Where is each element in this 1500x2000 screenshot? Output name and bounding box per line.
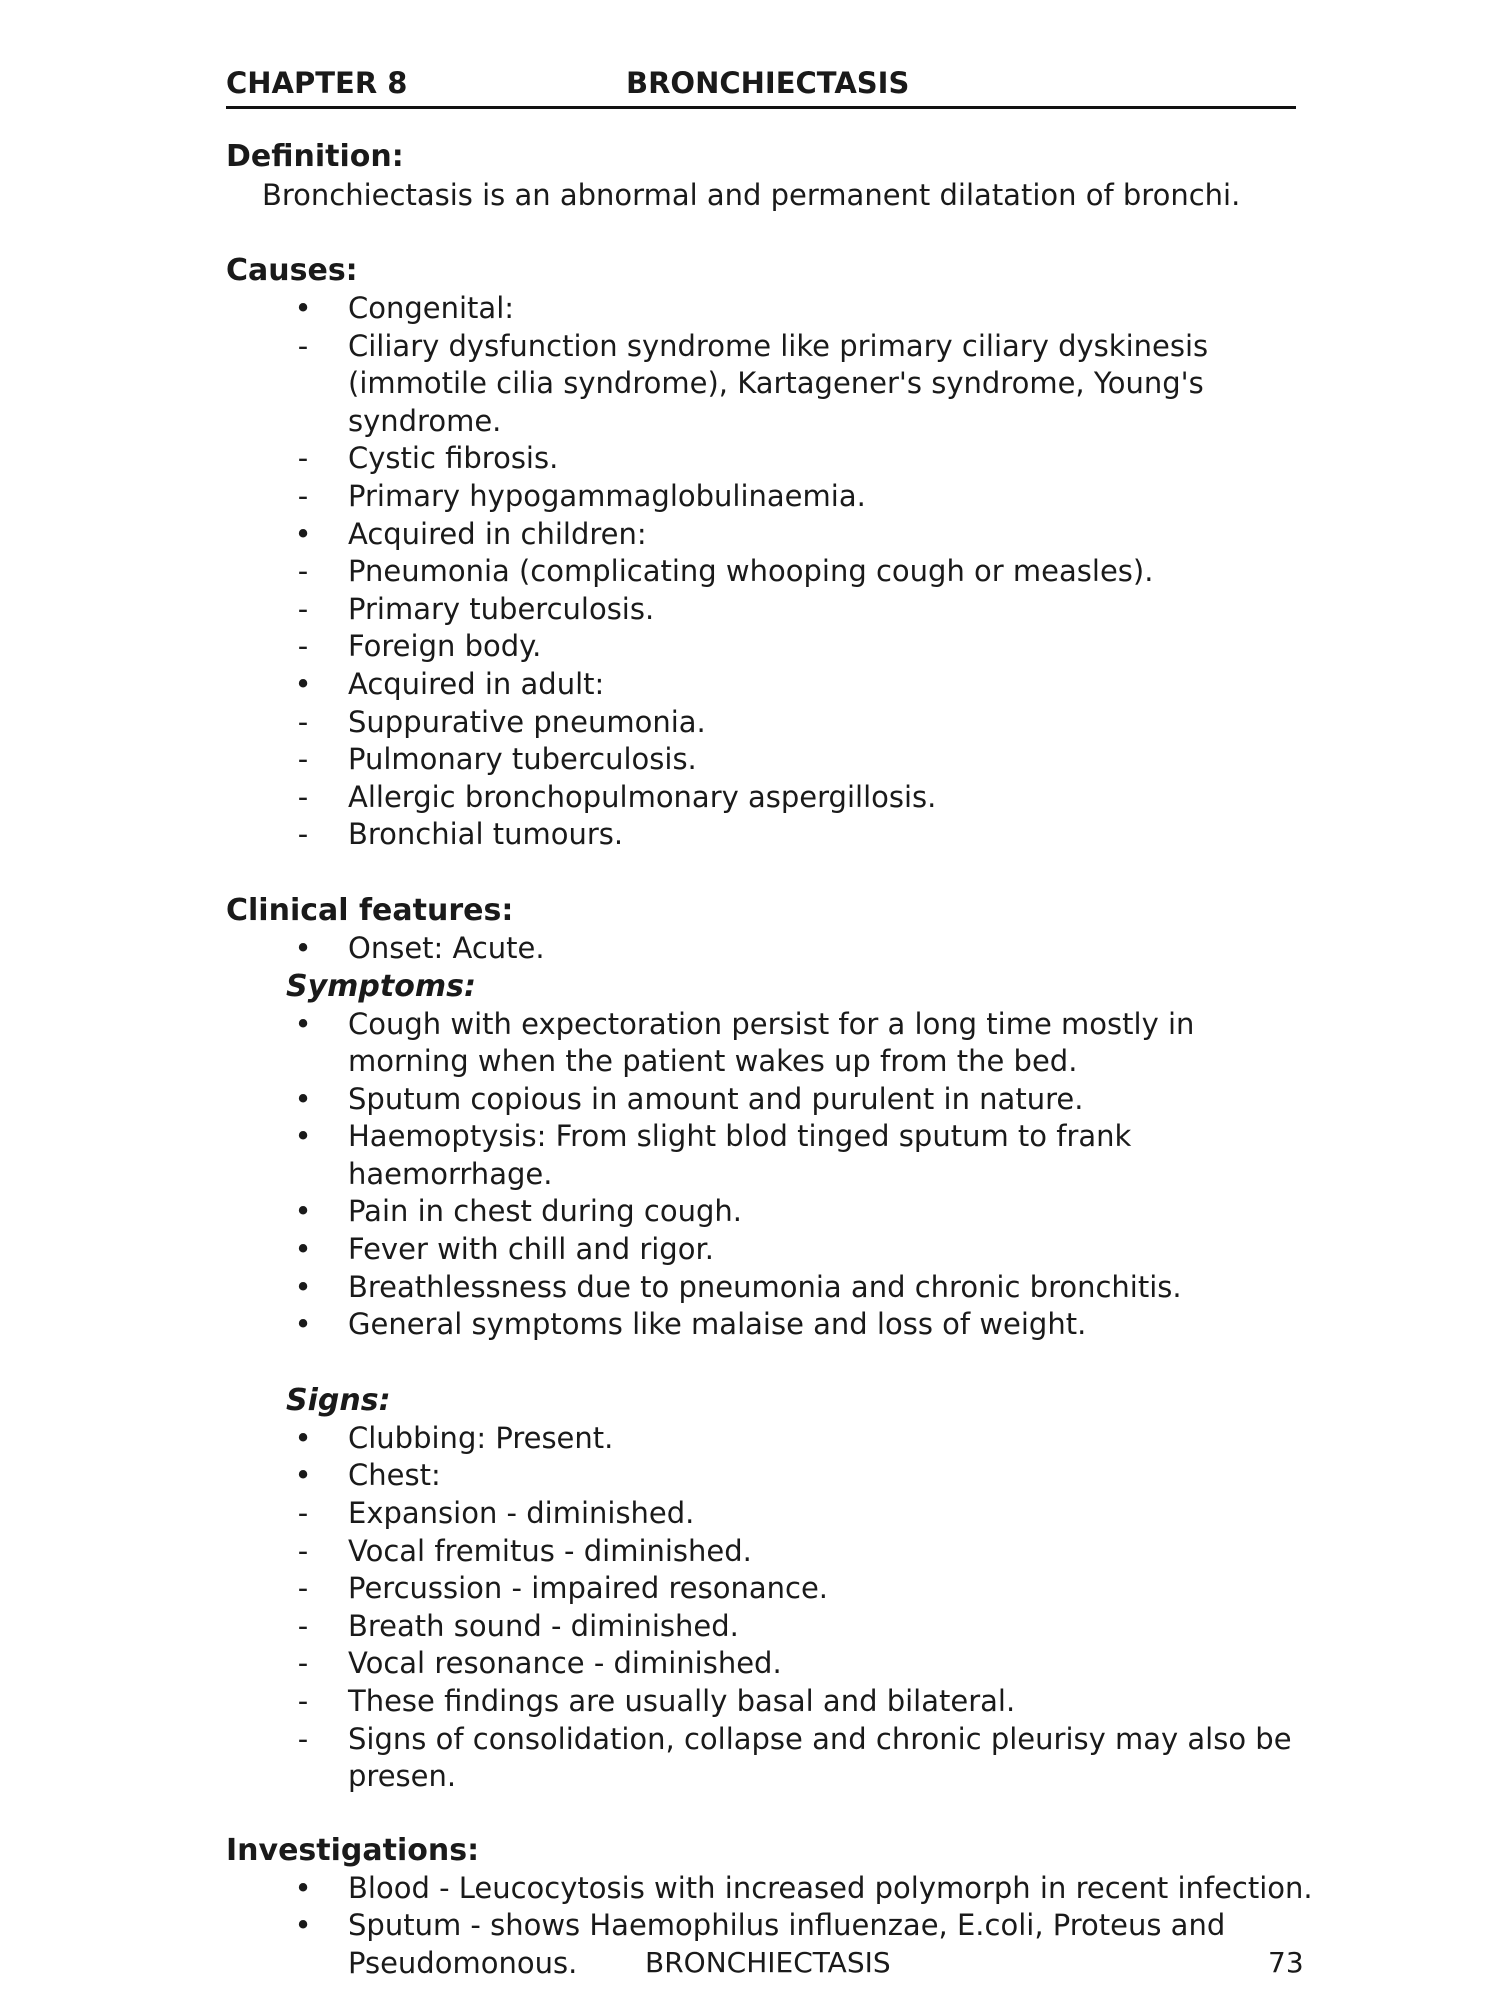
list-item bbox=[226, 930, 1316, 968]
list-item-text: Onset: Acute. bbox=[348, 930, 545, 965]
list-item-text: Congenital: bbox=[348, 291, 515, 325]
list-item bbox=[226, 553, 1316, 591]
list-item-text: Primary hypogammaglobulinaemia. bbox=[348, 478, 866, 513]
list-item-text: Sputum copious in amount and purulent in nature. bbox=[348, 1081, 1084, 1116]
page-number: 73 bbox=[1268, 1946, 1304, 1979]
list-item bbox=[226, 741, 1316, 779]
bullet-marker: - bbox=[297, 1684, 309, 1718]
bullet-marker: - bbox=[297, 629, 309, 664]
bullet-marker: • bbox=[294, 1307, 312, 1342]
clinical-features-section bbox=[226, 892, 1316, 1796]
symptoms-heading: Symptoms: bbox=[286, 968, 476, 1004]
page-header bbox=[226, 62, 1296, 109]
list-item bbox=[226, 1870, 1316, 1908]
list-item bbox=[226, 1081, 1316, 1119]
list-item bbox=[226, 628, 1316, 666]
list-item-text: General symptoms like malaise and loss of weight. bbox=[348, 1307, 1087, 1342]
causes-section bbox=[226, 252, 1316, 854]
list-item-text: Fever with chill and rigor. bbox=[348, 1232, 714, 1267]
list-item-text: Chest: bbox=[348, 1458, 441, 1493]
list-item bbox=[226, 1495, 1316, 1533]
list-item-text: Bronchial tumours. bbox=[348, 817, 624, 852]
list-item-text: Ciliary dysfunction syndrome like primary ciliary dyskinesis (immotile cilia syndrome), Kartagener's syndrome, Young's syndrome. bbox=[348, 328, 1209, 438]
list-item-text: Breath sound - diminished. bbox=[348, 1608, 739, 1643]
list-item-text: Foreign body. bbox=[348, 629, 542, 664]
list-item-text: Percussion - impaired resonance. bbox=[348, 1571, 829, 1606]
bullet-marker: - bbox=[297, 328, 309, 363]
causes-heading: Causes: bbox=[226, 253, 358, 288]
investigations-heading: Investigations: bbox=[226, 1832, 480, 1868]
definition-text: Bronchiectasis is an abnormal and permanent dilatation of bronchi. bbox=[262, 178, 1241, 212]
bullet-marker: - bbox=[297, 1496, 309, 1531]
causes-list bbox=[226, 290, 1316, 854]
list-item bbox=[226, 440, 1316, 478]
signs-heading: Signs: bbox=[286, 1382, 391, 1418]
list-item bbox=[226, 478, 1316, 516]
list-item bbox=[226, 1721, 1316, 1796]
list-item-text: Clubbing: Present. bbox=[348, 1420, 614, 1455]
list-item bbox=[226, 1231, 1316, 1269]
bullet-marker: - bbox=[297, 1571, 309, 1606]
list-item-text: Acquired in adult: bbox=[348, 666, 605, 701]
list-item bbox=[226, 704, 1316, 742]
bullet-marker: • bbox=[294, 1458, 312, 1493]
definition-heading: Definition: bbox=[226, 139, 404, 174]
list-item-text: Primary tuberculosis. bbox=[348, 591, 655, 626]
bullet-marker: - bbox=[297, 1533, 309, 1568]
list-item bbox=[226, 591, 1316, 629]
bullet-marker: - bbox=[297, 779, 309, 814]
bullet-marker: • bbox=[294, 1420, 312, 1455]
onset-list bbox=[226, 930, 1316, 968]
list-item-text: Pneumonia (complicating whooping cough or measles). bbox=[348, 554, 1154, 589]
list-item bbox=[226, 328, 1316, 441]
list-item-text: These findings are usually basal and bilateral. bbox=[348, 1684, 1016, 1718]
bullet-marker: • bbox=[294, 516, 312, 551]
page-content bbox=[226, 138, 1316, 1983]
bullet-marker: • bbox=[294, 1908, 312, 1943]
bullet-marker: • bbox=[294, 1194, 312, 1229]
definition-section bbox=[226, 138, 1316, 214]
list-item-text: Breathlessness due to pneumonia and chronic bronchitis. bbox=[348, 1269, 1182, 1304]
bullet-marker: • bbox=[294, 1232, 312, 1267]
list-item-text: Expansion - diminished. bbox=[348, 1496, 695, 1531]
list-item bbox=[226, 816, 1316, 854]
bullet-marker: - bbox=[297, 704, 309, 739]
list-item bbox=[226, 1269, 1316, 1307]
bullet-marker: • bbox=[294, 1269, 312, 1304]
list-item bbox=[226, 1193, 1316, 1231]
bullet-marker: - bbox=[297, 817, 309, 852]
list-item-text: Allergic bronchopulmonary aspergillosis. bbox=[348, 779, 937, 814]
bullet-marker: - bbox=[297, 441, 309, 476]
list-item-text: Blood - Leucocytosis with increased polymorph in recent infection. bbox=[348, 1870, 1313, 1905]
bullet-marker: • bbox=[294, 666, 312, 701]
list-item-text: Haemoptysis: From slight blod tinged sputum to frank haemorrhage. bbox=[348, 1119, 1132, 1191]
list-item bbox=[226, 1570, 1316, 1608]
bullet-marker: • bbox=[294, 930, 312, 965]
bullet-marker: - bbox=[297, 478, 309, 513]
list-item-text: Acquired in children: bbox=[348, 516, 647, 551]
list-item-text: Sputum - shows Haemophilus influenzae, E.coli, Proteus and Pseudomonous. bbox=[348, 1908, 1226, 1980]
list-item bbox=[226, 1420, 1316, 1458]
chapter-title: BRONCHIECTASIS bbox=[626, 66, 910, 100]
list-item bbox=[226, 1118, 1316, 1193]
list-item bbox=[226, 1683, 1316, 1721]
bullet-marker: • bbox=[294, 1006, 312, 1041]
list-item-text: Suppurative pneumonia. bbox=[348, 704, 706, 739]
bullet-marker: • bbox=[294, 1081, 312, 1116]
list-item bbox=[226, 1306, 1316, 1344]
bullet-marker: - bbox=[297, 1646, 309, 1681]
list-item bbox=[226, 779, 1316, 817]
list-item-text: Pain in chest during cough. bbox=[348, 1194, 742, 1229]
list-item-text: Vocal fremitus - diminished. bbox=[348, 1533, 752, 1568]
list-item-text: Cough with expectoration persist for a long time mostly in morning when the patient wakes up from the bed. bbox=[348, 1006, 1195, 1079]
list-item-text: Cystic fibrosis. bbox=[348, 441, 559, 476]
clinical-features-heading: Clinical features: bbox=[226, 892, 514, 928]
bullet-marker: • bbox=[294, 1870, 312, 1905]
signs-list bbox=[226, 1420, 1316, 1796]
chapter-label: CHAPTER 8 bbox=[226, 66, 408, 100]
footer-title: BRONCHIECTASIS bbox=[645, 1946, 891, 1979]
list-item bbox=[226, 290, 1316, 328]
list-item-text: Signs of consolidation, collapse and chronic pleurisy may also be presen. bbox=[348, 1721, 1292, 1794]
list-item bbox=[226, 1006, 1316, 1081]
list-item-text: Pulmonary tuberculosis. bbox=[348, 742, 697, 777]
list-item bbox=[226, 1645, 1316, 1683]
list-item bbox=[226, 1457, 1316, 1495]
bullet-marker: - bbox=[297, 742, 309, 777]
bullet-marker: - bbox=[297, 1721, 309, 1756]
bullet-marker: - bbox=[297, 1608, 309, 1643]
list-item bbox=[226, 666, 1316, 704]
bullet-marker: • bbox=[294, 291, 312, 325]
list-item bbox=[226, 1608, 1316, 1646]
bullet-marker: • bbox=[294, 1119, 312, 1154]
list-item bbox=[226, 1533, 1316, 1571]
bullet-marker: - bbox=[297, 554, 309, 589]
symptoms-list bbox=[226, 1006, 1316, 1344]
list-item bbox=[226, 516, 1316, 554]
bullet-marker: - bbox=[297, 591, 309, 626]
list-item-text: Vocal resonance - diminished. bbox=[348, 1646, 782, 1681]
